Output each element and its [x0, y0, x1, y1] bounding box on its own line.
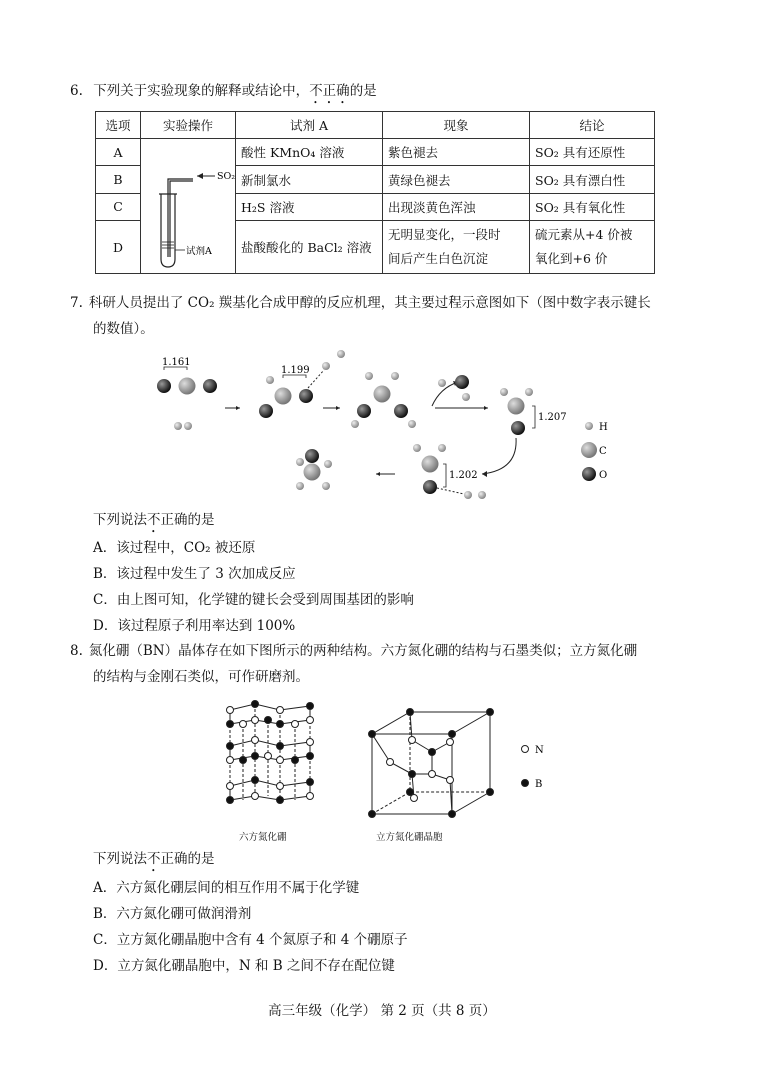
reaction-mechanism-diagram [140, 342, 640, 502]
bn-structures-diagram [210, 698, 560, 828]
co2-molecule [157, 357, 217, 395]
q7-option-b: B．该过程中发生了 3 次加成反应 [93, 566, 296, 582]
svg-text:O: O [599, 470, 608, 481]
table-row: A SO₂ 试剂A 酸性 KMnO₄ 溶液 紫色褪去 SO₂ 具有还原性 [96, 139, 655, 166]
svg-text:1.202: 1.202 [449, 470, 478, 481]
q8-stem: 8. 氮化硼（BN）晶体存在如下图所示的两种结构。六方氮化硼的结构与石墨类似；立方氮化硼 的结构与金刚石类似，可作研磨剂。 [70, 643, 638, 685]
q7-substem: 下列说法不正确的是 [93, 512, 215, 528]
q8-option-d: D．立方氮化硼晶胞中，N 和 B 之间不存在配位键 [93, 958, 395, 974]
apparatus-cell [141, 139, 236, 274]
caption-hexagonal: 六方氮化硼 [239, 832, 287, 843]
q6-stem: 6. 下列关于实验现象的解释或结论中，不正确的是 [70, 83, 377, 99]
q7-option-d: D．该过程原子利用率达到 100% [93, 618, 296, 634]
q8-option-a: A．六方氮化硼层间的相互作用不属于化学键 [93, 880, 360, 896]
header-phenomenon: 现象 [383, 112, 530, 139]
svg-text:H: H [599, 422, 608, 433]
page-footer: 高三年级（化学） 第 2 页（共 8 页） [268, 1003, 496, 1019]
svg-text:1.207: 1.207 [538, 412, 567, 423]
gas-label: SO₂ [217, 171, 235, 182]
bn-legend [522, 745, 545, 790]
svg-text:B: B [535, 779, 543, 790]
q7-number: 7. [70, 295, 83, 311]
reagent-label: 试剂A [186, 246, 212, 257]
header-conclusion: 结论 [530, 112, 655, 139]
svg-text:N: N [535, 745, 544, 756]
test-tube-diagram [141, 139, 235, 273]
header-operation: 实验操作 [141, 112, 236, 139]
caption-cubic: 立方氮化硼晶胞 [376, 832, 443, 843]
svg-text:1.199: 1.199 [281, 365, 310, 376]
table-row: D 盐酸酸化的 BaCl₂ 溶液 无明显变化，一段时 间后产生白色沉淀 硫元素从+4 价被 氧化到+6 价 [96, 221, 655, 274]
hexagonal-bn-atoms [227, 701, 314, 804]
q7-stem: 7. 科研人员提出了 CO₂ 羰基化合成甲醇的反应机理，其主要过程示意图如下（图中数字表示键长 的数值）。 [70, 295, 651, 337]
q7-option-a: A．该过程中，CO₂ 被还原 [93, 540, 256, 556]
q8-option-b: B．六方氮化硼可做润滑剂 [93, 906, 252, 922]
header-option: 选项 [96, 112, 141, 139]
q8-substem: 下列说法不正确的是 [93, 851, 215, 867]
table-row: B 新制氯水 黄绿色褪去 SO₂ 具有漂白性 [96, 166, 655, 193]
svg-text:1.161: 1.161 [162, 357, 191, 368]
intermediate-3 [500, 388, 567, 435]
table-header-row [96, 112, 655, 139]
q8-number: 8. [70, 643, 83, 659]
header-reagent: 试剂 A [236, 112, 383, 139]
intermediate-4 [413, 444, 486, 499]
q7-option-c: C．由上图可知，化学键的键长会受到周围基团的影响 [93, 592, 414, 608]
q8-option-c: C．立方氮化硼晶胞中含有 4 个氮原子和 4 个硼原子 [93, 932, 408, 948]
methanol-molecule [296, 449, 332, 490]
intermediate-2 [351, 372, 416, 428]
q6-table [95, 111, 655, 274]
table-row: C H₂S 溶液 出现淡黄色浑浊 SO₂ 具有氧化性 [96, 193, 655, 220]
svg-text:C: C [599, 446, 607, 457]
atom-legend [581, 422, 608, 481]
q6-number: 6. [70, 83, 83, 99]
